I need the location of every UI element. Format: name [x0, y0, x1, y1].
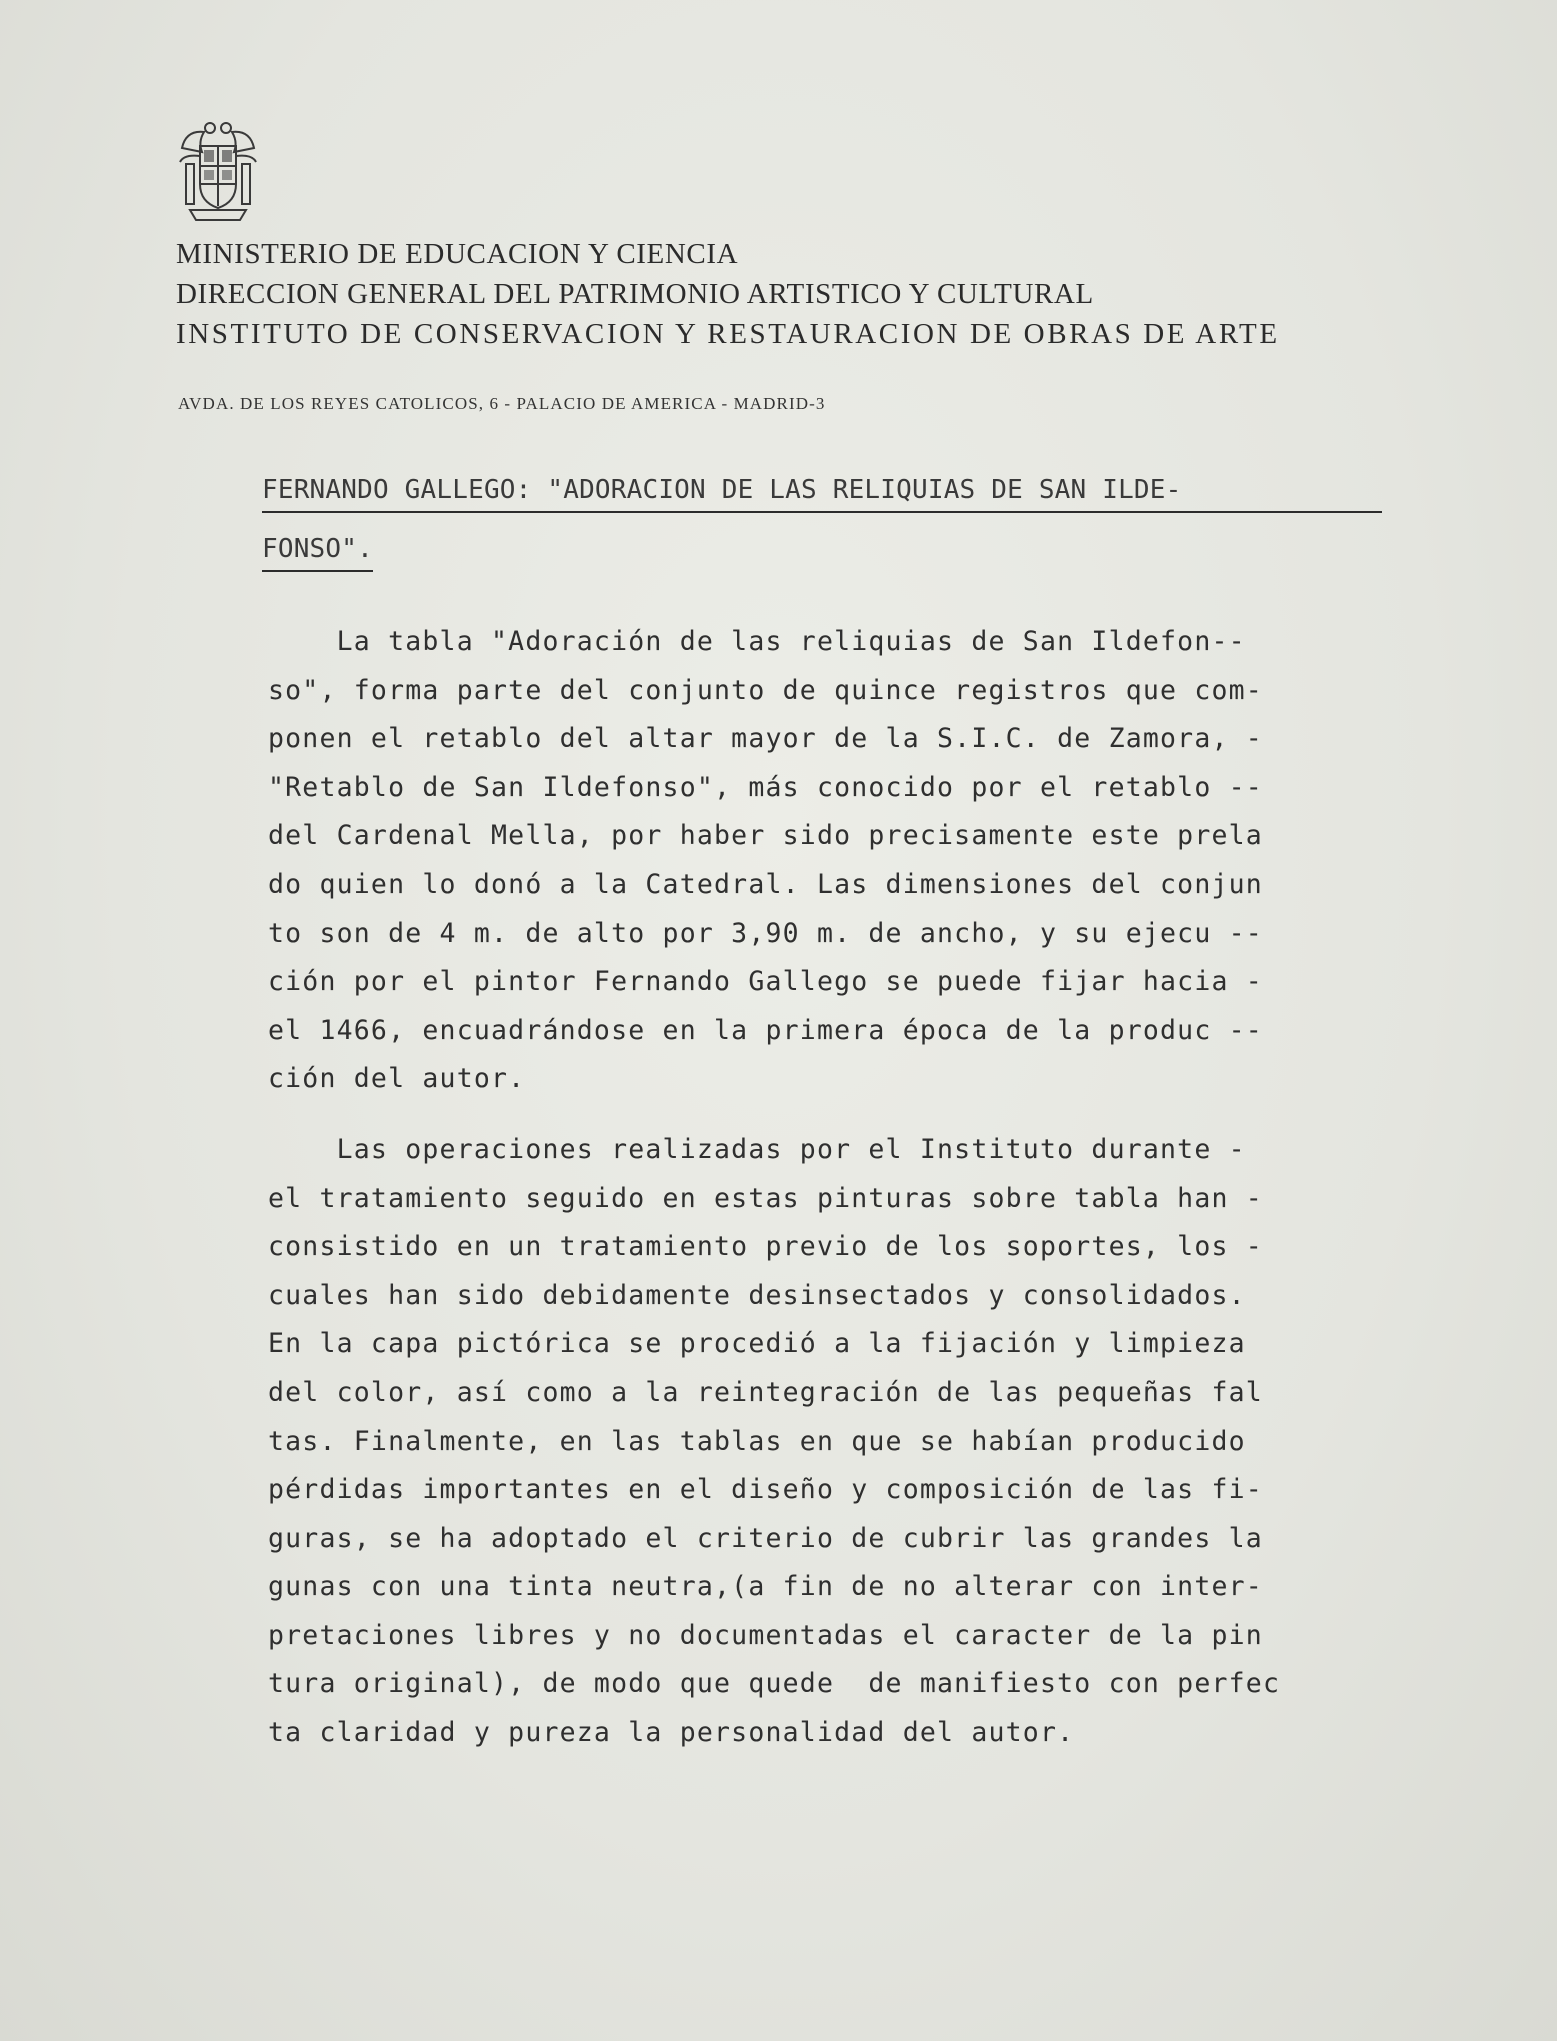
text-line: ta claridad y pureza la personalidad del autor.	[268, 1717, 1075, 1749]
text-line: En la capa pictórica se procedió a la fijación y limpieza	[268, 1328, 1246, 1360]
text-line: ponen el retablo del altar mayor de la S.I.C. de Zamora, -	[268, 723, 1263, 755]
ministry-name: MINISTERIO DE EDUCACION Y CIENCIA	[176, 238, 739, 270]
text-line: so", forma parte del conjunto de quince registros que com-	[268, 674, 1263, 706]
text-line: consistido en un tratamiento previo de los soportes, los -	[268, 1231, 1263, 1263]
title-line: FERNANDO GALLEGO: "ADORACION DE LAS RELIQUIAS DE SAN ILDE-	[262, 470, 1382, 513]
paragraph	[268, 1126, 1398, 1758]
text-line: del color, así como a la reintegración de las pequeñas fal	[268, 1376, 1263, 1408]
institute-name: INSTITUTO DE CONSERVACION Y RESTAURACION DE OBRAS DE ARTE	[176, 318, 1280, 350]
document-body	[268, 618, 1398, 1780]
text-line: "Retablo de San Ildefonso", más conocido por el retablo --	[268, 771, 1263, 803]
text-line: pérdidas importantes en el diseño y composición de las fi-	[268, 1474, 1263, 1506]
text-line: tura original), de modo que quede de manifiesto con perfec	[268, 1668, 1281, 1700]
text-line: tas. Finalmente, en las tablas en que se habían producido	[268, 1425, 1246, 1457]
text-line: do quien lo donó a la Catedral. Las dimensiones del conjun	[268, 868, 1263, 900]
text-line: gunas con una tinta neutra,(a fin de no alterar con inter-	[268, 1571, 1263, 1603]
letterhead	[176, 234, 1280, 354]
text-line: Las operaciones realizadas por el Instituto durante -	[268, 1133, 1246, 1165]
text-line: ción por el pintor Fernando Gallego se puede fijar hacia -	[268, 966, 1263, 998]
text-line: el tratamiento seguido en estas pinturas sobre tabla han -	[268, 1182, 1263, 1214]
text-line: guras, se ha adoptado el criterio de cubrir las grandes la	[268, 1522, 1263, 1554]
text-line: ción del autor.	[268, 1063, 526, 1095]
coat-of-arms-icon	[176, 118, 260, 222]
document-title	[262, 470, 1392, 572]
text-line: La tabla "Adoración de las reliquias de San Ildefon--	[268, 626, 1246, 657]
directorate-name: DIRECCION GENERAL DEL PATRIMONIO ARTISTICO Y CULTURAL	[176, 278, 1094, 310]
text-line: el 1466, encuadrándose en la primera época de la produc --	[268, 1014, 1263, 1046]
text-line: del Cardenal Mella, por haber sido precisamente este prela	[268, 820, 1263, 852]
title-line: FONSO".	[262, 529, 373, 572]
text-line: pretaciones libres y no documentadas el caracter de la pin	[268, 1619, 1263, 1651]
paragraph	[268, 618, 1398, 1104]
text-line: to son de 4 m. de alto por 3,90 m. de ancho, y su ejecu --	[268, 917, 1263, 949]
text-line: cuales han sido debidamente desinsectados y consolidados.	[268, 1279, 1246, 1311]
letterhead-address: AVDA. DE LOS REYES CATOLICOS, 6 - PALACIO DE AMERICA - MADRID-3	[178, 394, 826, 413]
